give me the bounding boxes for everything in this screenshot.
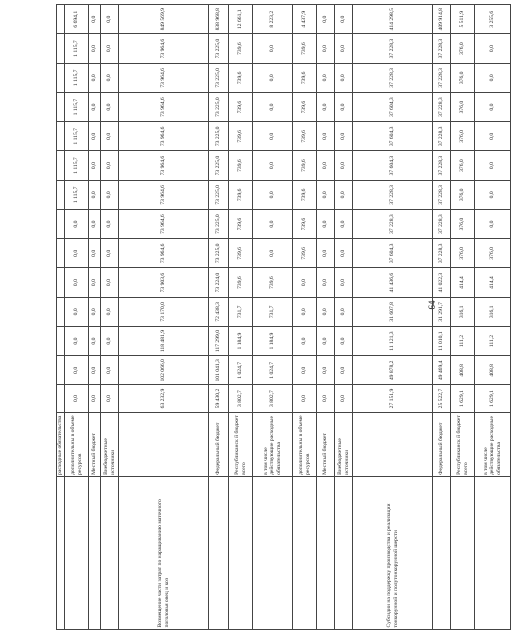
value-cell: 1 184,9 bbox=[253, 326, 293, 355]
value-cell: 37 228,3 bbox=[433, 122, 451, 151]
value-cell: 739,6 bbox=[293, 34, 317, 63]
value-cell: 0,0 bbox=[475, 180, 511, 209]
value-cell: 739,6 bbox=[293, 122, 317, 151]
table-row bbox=[451, 5, 475, 630]
value-cell: 739,6 bbox=[293, 151, 317, 180]
value-cell: 0,0 bbox=[317, 297, 335, 326]
table-row bbox=[335, 5, 353, 630]
value-cell: 73 224,0 bbox=[209, 268, 229, 297]
value-cell: 73 225,0 bbox=[209, 34, 229, 63]
value-cell: 1 115,7 bbox=[65, 92, 89, 121]
value-cell: 0,0 bbox=[253, 92, 293, 121]
value-cell: 73 964,6 bbox=[119, 34, 209, 63]
table-row bbox=[65, 5, 89, 630]
value-cell: 63 232,9 bbox=[119, 385, 209, 412]
value-cell: 5 511,9 bbox=[451, 5, 475, 34]
value-cell bbox=[57, 297, 65, 326]
value-cell: 0,0 bbox=[65, 268, 89, 297]
value-cell: 111,2 bbox=[451, 326, 475, 355]
value-cell: 0,0 bbox=[335, 268, 353, 297]
value-cell: 849 569,9 bbox=[119, 5, 209, 34]
value-cell: 376,0 bbox=[451, 180, 475, 209]
value-cell: 0,0 bbox=[475, 151, 511, 180]
funding-source bbox=[353, 412, 433, 477]
value-cell bbox=[57, 239, 65, 268]
value-cell: 73 964,6 bbox=[119, 122, 209, 151]
value-cell: 8 223,2 bbox=[253, 5, 293, 34]
value-cell: 376,0 bbox=[451, 151, 475, 180]
value-cell bbox=[57, 356, 65, 385]
value-cell: 1 024,7 bbox=[229, 356, 253, 385]
value-cell: 0,0 bbox=[101, 239, 119, 268]
value-cell: 0,0 bbox=[89, 5, 101, 34]
value-cell: 376,0 bbox=[451, 34, 475, 63]
row-label bbox=[209, 477, 229, 630]
value-cell: 0,0 bbox=[335, 92, 353, 121]
value-cell: 0,0 bbox=[65, 385, 89, 412]
value-cell: 73 225,0 bbox=[209, 209, 229, 238]
value-cell: 414 298,5 bbox=[353, 5, 433, 34]
row-label bbox=[65, 477, 89, 630]
value-cell: 0,0 bbox=[335, 34, 353, 63]
value-cell: 739,6 bbox=[229, 239, 253, 268]
budget-table-body bbox=[57, 5, 511, 630]
value-cell: 73 964,6 bbox=[119, 151, 209, 180]
value-cell: 37 228,3 bbox=[433, 209, 451, 238]
value-cell: 0,0 bbox=[335, 239, 353, 268]
value-cell bbox=[57, 5, 65, 34]
value-cell: 73 225,0 bbox=[209, 180, 229, 209]
value-cell: 0,0 bbox=[65, 297, 89, 326]
funding-source: Местный бюджет bbox=[317, 412, 335, 477]
value-cell: 41 436,6 bbox=[353, 268, 433, 297]
value-cell: 0,0 bbox=[101, 151, 119, 180]
value-cell: 0,0 bbox=[253, 180, 293, 209]
value-cell: 0,0 bbox=[253, 63, 293, 92]
value-cell: 59 430,2 bbox=[209, 385, 229, 412]
value-cell: 0,0 bbox=[335, 122, 353, 151]
value-cell: 73 225,0 bbox=[209, 151, 229, 180]
value-cell bbox=[57, 385, 65, 412]
value-cell: 838 968,8 bbox=[209, 5, 229, 34]
value-cell: 73 903,6 bbox=[119, 268, 209, 297]
value-cell: 408,8 bbox=[475, 356, 511, 385]
value-cell: 0,0 bbox=[317, 122, 335, 151]
value-cell: 376,0 bbox=[451, 209, 475, 238]
value-cell: 73 225,0 bbox=[209, 63, 229, 92]
value-cell bbox=[57, 92, 65, 121]
value-cell: 37 604,3 bbox=[353, 239, 433, 268]
value-cell: 739,6 bbox=[229, 92, 253, 121]
value-cell: 376,0 bbox=[475, 239, 511, 268]
value-cell: 376,0 bbox=[451, 239, 475, 268]
value-cell: 73 964,6 bbox=[119, 239, 209, 268]
row-label bbox=[475, 477, 511, 630]
value-cell bbox=[57, 180, 65, 209]
value-cell: 4 437,9 bbox=[293, 5, 317, 34]
value-cell: 11 121,3 bbox=[353, 326, 433, 355]
row-label bbox=[57, 477, 65, 630]
value-cell: 1 115,7 bbox=[65, 151, 89, 180]
budget-table bbox=[56, 4, 511, 630]
row-label bbox=[433, 477, 451, 630]
table-row bbox=[229, 5, 253, 630]
funding-source: Федеральный бюджет bbox=[209, 412, 229, 477]
funding-source: Республиканск й бюджет всего bbox=[451, 412, 475, 477]
value-cell: 37 228,3 bbox=[433, 239, 451, 268]
table-row bbox=[89, 5, 101, 630]
value-cell: 1 115,7 bbox=[65, 122, 89, 151]
value-cell: 37 228,3 bbox=[433, 180, 451, 209]
value-cell: 0,0 bbox=[89, 63, 101, 92]
value-cell bbox=[57, 326, 65, 355]
value-cell: 73 964,6 bbox=[119, 92, 209, 121]
rotated-table-page bbox=[56, 4, 502, 630]
value-cell: 414,4 bbox=[475, 268, 511, 297]
value-cell: 0,0 bbox=[475, 209, 511, 238]
value-cell: 37 228,3 bbox=[433, 92, 451, 121]
value-cell: 414,4 bbox=[451, 268, 475, 297]
value-cell: 117 299,0 bbox=[209, 326, 229, 355]
row-label bbox=[317, 477, 335, 630]
value-cell: 3 802,7 bbox=[253, 385, 293, 412]
value-cell: 0,0 bbox=[293, 326, 317, 355]
value-cell: 0,0 bbox=[335, 385, 353, 412]
value-cell bbox=[57, 63, 65, 92]
value-cell: 49 878,2 bbox=[353, 356, 433, 385]
value-cell: 1 184,9 bbox=[229, 326, 253, 355]
value-cell: 73 225,0 bbox=[209, 122, 229, 151]
table-row bbox=[433, 5, 451, 630]
table-row bbox=[293, 5, 317, 630]
value-cell: 3 255,6 bbox=[475, 5, 511, 34]
value-cell: 0,0 bbox=[65, 239, 89, 268]
table-row bbox=[253, 5, 293, 630]
row-label bbox=[451, 477, 475, 630]
value-cell: 102 066,0 bbox=[119, 356, 209, 385]
value-cell: 0,0 bbox=[101, 356, 119, 385]
value-cell: 0,0 bbox=[317, 63, 335, 92]
value-cell: 0,0 bbox=[253, 209, 293, 238]
value-cell: 11 010,1 bbox=[433, 326, 451, 355]
value-cell: 0,0 bbox=[89, 92, 101, 121]
funding-source bbox=[119, 412, 209, 477]
value-cell: 0,0 bbox=[475, 63, 511, 92]
funding-source: дополнительны в объеме ресурсов bbox=[293, 412, 317, 477]
value-cell: 37 228,3 bbox=[433, 34, 451, 63]
value-cell: 0,0 bbox=[335, 63, 353, 92]
value-cell: 37 604,3 bbox=[353, 151, 433, 180]
value-cell: 0,0 bbox=[101, 63, 119, 92]
value-cell bbox=[57, 151, 65, 180]
value-cell: 739,6 bbox=[253, 268, 293, 297]
funding-source: в том числе действующие расходные обязательства bbox=[475, 412, 511, 477]
value-cell: 739,6 bbox=[293, 92, 317, 121]
value-cell: 0,0 bbox=[475, 92, 511, 121]
value-cell: 6 694,1 bbox=[65, 5, 89, 34]
value-cell: 316,1 bbox=[451, 297, 475, 326]
value-cell: 0,0 bbox=[65, 209, 89, 238]
value-cell: 1 024,7 bbox=[253, 356, 293, 385]
value-cell: 376,0 bbox=[451, 92, 475, 121]
row-label bbox=[229, 477, 253, 630]
value-cell: 0,0 bbox=[101, 385, 119, 412]
value-cell: 0,0 bbox=[335, 356, 353, 385]
value-cell: 0,0 bbox=[253, 34, 293, 63]
row-label bbox=[253, 477, 293, 630]
value-cell: 0,0 bbox=[89, 34, 101, 63]
value-cell: 409 914,8 bbox=[433, 5, 451, 34]
value-cell: 1 115,7 bbox=[65, 180, 89, 209]
value-cell: 739,6 bbox=[229, 268, 253, 297]
row-label bbox=[101, 477, 119, 630]
row-label bbox=[293, 477, 317, 630]
funding-source: Внебюджетные источники bbox=[101, 412, 119, 477]
value-cell: 0,0 bbox=[335, 326, 353, 355]
value-cell: 101 041,3 bbox=[209, 356, 229, 385]
value-cell: 0,0 bbox=[293, 268, 317, 297]
value-cell: 0,0 bbox=[335, 180, 353, 209]
value-cell: 0,0 bbox=[293, 297, 317, 326]
value-cell: 0,0 bbox=[293, 385, 317, 412]
value-cell: 0,0 bbox=[89, 209, 101, 238]
value-cell: 0,0 bbox=[89, 151, 101, 180]
value-cell: 0,0 bbox=[101, 326, 119, 355]
value-cell: 0,0 bbox=[317, 151, 335, 180]
value-cell: 31 291,7 bbox=[433, 297, 451, 326]
value-cell: 376,0 bbox=[451, 63, 475, 92]
value-cell bbox=[57, 34, 65, 63]
rotated-table-container bbox=[56, 4, 502, 630]
value-cell: 739,6 bbox=[293, 180, 317, 209]
value-cell: 376,0 bbox=[451, 122, 475, 151]
value-cell: 73 225,0 bbox=[209, 239, 229, 268]
value-cell: 0,0 bbox=[65, 356, 89, 385]
value-cell: 0,0 bbox=[101, 297, 119, 326]
value-cell: 0,0 bbox=[317, 209, 335, 238]
table-row bbox=[119, 5, 209, 630]
value-cell: 37 228,3 bbox=[353, 63, 433, 92]
value-cell: 27 151,9 bbox=[353, 385, 433, 412]
value-cell: 37 228,3 bbox=[353, 180, 433, 209]
value-cell: 12 661,1 bbox=[229, 5, 253, 34]
funding-source: Местный бюджет bbox=[89, 412, 101, 477]
value-cell: 41 022,3 bbox=[433, 268, 451, 297]
value-cell: 0,0 bbox=[317, 92, 335, 121]
value-cell: 37 228,3 bbox=[353, 34, 433, 63]
value-cell: 37 604,3 bbox=[353, 92, 433, 121]
value-cell: 73 964,6 bbox=[119, 63, 209, 92]
value-cell: 0,0 bbox=[101, 180, 119, 209]
table-row bbox=[353, 5, 433, 630]
funding-source: Федеральный бюджет bbox=[433, 412, 451, 477]
table-row bbox=[57, 5, 65, 630]
value-cell: 118 481,9 bbox=[119, 326, 209, 355]
value-cell: 73 964,6 bbox=[119, 209, 209, 238]
value-cell: 0,0 bbox=[317, 5, 335, 34]
value-cell: 0,0 bbox=[317, 239, 335, 268]
table-row bbox=[101, 5, 119, 630]
value-cell: 0,0 bbox=[317, 34, 335, 63]
value-cell: 739,6 bbox=[229, 63, 253, 92]
value-cell: 1 115,7 bbox=[65, 63, 89, 92]
value-cell: 0,0 bbox=[101, 34, 119, 63]
value-cell: 3 802,7 bbox=[229, 385, 253, 412]
value-cell: 0,0 bbox=[317, 326, 335, 355]
funding-source: расходные обязательства bbox=[57, 412, 65, 477]
value-cell: 37 228,3 bbox=[433, 63, 451, 92]
value-cell: 37 604,3 bbox=[353, 122, 433, 151]
value-cell: 316,1 bbox=[475, 297, 511, 326]
value-cell: 0,0 bbox=[335, 209, 353, 238]
value-cell bbox=[57, 268, 65, 297]
value-cell: 0,0 bbox=[101, 92, 119, 121]
value-cell: 73 225,0 bbox=[209, 92, 229, 121]
row-label bbox=[89, 477, 101, 630]
value-cell: 739,6 bbox=[229, 180, 253, 209]
table-row bbox=[317, 5, 335, 630]
funding-source: Республиканск й бюджет всего bbox=[229, 412, 253, 477]
table-row bbox=[475, 5, 511, 630]
value-cell bbox=[57, 122, 65, 151]
value-cell: 0,0 bbox=[101, 5, 119, 34]
value-cell: 0,0 bbox=[253, 239, 293, 268]
value-cell: 37 228,3 bbox=[433, 151, 451, 180]
value-cell: 739,6 bbox=[293, 209, 317, 238]
value-cell bbox=[57, 209, 65, 238]
value-cell: 25 522,7 bbox=[433, 385, 451, 412]
value-cell: 0,0 bbox=[89, 122, 101, 151]
value-cell: 37 228,3 bbox=[353, 209, 433, 238]
value-cell: 73 170,0 bbox=[119, 297, 209, 326]
value-cell: 0,0 bbox=[89, 356, 101, 385]
value-cell: 0,0 bbox=[317, 356, 335, 385]
value-cell: 0,0 bbox=[253, 122, 293, 151]
value-cell: 0,0 bbox=[317, 268, 335, 297]
value-cell: 0,0 bbox=[89, 239, 101, 268]
value-cell: 0,0 bbox=[335, 5, 353, 34]
row-label bbox=[335, 477, 353, 630]
funding-source: дополнительны в объеме ресурсов bbox=[65, 412, 89, 477]
value-cell: 739,6 bbox=[293, 63, 317, 92]
row-label: Возмещение части затрат по наращиванию маточного поголовья овец и коз bbox=[119, 477, 209, 630]
value-cell: 0,0 bbox=[89, 268, 101, 297]
value-cell: 0,0 bbox=[101, 122, 119, 151]
value-cell: 0,0 bbox=[101, 209, 119, 238]
row-label: Субсидии на поддержку производства и реализации тонкорунной и полутонкорунной шерсти bbox=[353, 477, 433, 630]
value-cell: 0,0 bbox=[335, 297, 353, 326]
funding-source: Внебюджетные источники bbox=[335, 412, 353, 477]
value-cell: 111,2 bbox=[475, 326, 511, 355]
page-number: 64 bbox=[427, 300, 437, 310]
value-cell: 739,6 bbox=[229, 34, 253, 63]
value-cell: 1 629,1 bbox=[475, 385, 511, 412]
value-cell: 739,6 bbox=[229, 209, 253, 238]
value-cell: 1 629,1 bbox=[451, 385, 475, 412]
value-cell: 73 964,6 bbox=[119, 180, 209, 209]
value-cell: 0,0 bbox=[65, 326, 89, 355]
value-cell: 72 438,3 bbox=[209, 297, 229, 326]
value-cell: 0,0 bbox=[101, 268, 119, 297]
value-cell: 49 469,4 bbox=[433, 356, 451, 385]
value-cell: 0,0 bbox=[475, 122, 511, 151]
value-cell: 0,0 bbox=[89, 385, 101, 412]
value-cell: 739,6 bbox=[229, 151, 253, 180]
value-cell: 731,7 bbox=[253, 297, 293, 326]
value-cell: 739,6 bbox=[293, 239, 317, 268]
value-cell: 731,7 bbox=[229, 297, 253, 326]
table-row bbox=[209, 5, 229, 630]
value-cell: 0,0 bbox=[89, 180, 101, 209]
value-cell: 0,0 bbox=[475, 34, 511, 63]
value-cell: 1 115,7 bbox=[65, 34, 89, 63]
value-cell: 0,0 bbox=[317, 180, 335, 209]
value-cell: 0,0 bbox=[89, 326, 101, 355]
value-cell: 31 607,8 bbox=[353, 297, 433, 326]
funding-source: в том числе действующие расходные обязательства bbox=[253, 412, 293, 477]
value-cell: 0,0 bbox=[335, 151, 353, 180]
value-cell: 739,6 bbox=[229, 122, 253, 151]
value-cell: 0,0 bbox=[317, 385, 335, 412]
value-cell: 408,8 bbox=[451, 356, 475, 385]
value-cell: 0,0 bbox=[89, 297, 101, 326]
value-cell: 0,0 bbox=[253, 151, 293, 180]
value-cell: 0,0 bbox=[293, 356, 317, 385]
